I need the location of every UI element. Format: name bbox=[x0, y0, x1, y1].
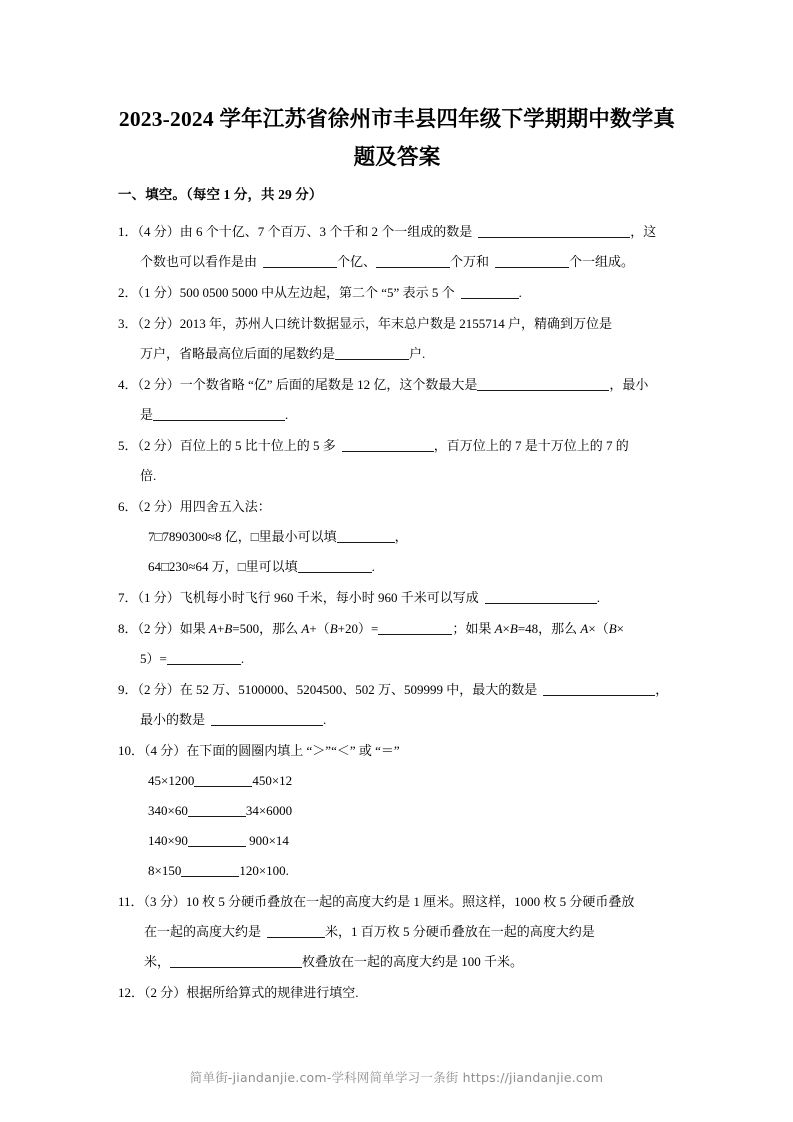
question-10-sub-1-pre: 45×1200 bbox=[148, 773, 195, 788]
question-5-blank-1[interactable] bbox=[342, 437, 434, 452]
question-10-sub-2 bbox=[118, 796, 680, 826]
question-10: 10．（4 分）在下面的圆圈内填上 “＞”“＜” 或 “＝” 45×1200 450×12 340×60 34×6000 140×90 900×14 8×150 120×100. bbox=[118, 736, 680, 886]
question-8-var-a4: A bbox=[580, 621, 589, 636]
question-9-text-c: 最小的数是 bbox=[140, 712, 206, 727]
question-11-text-a: 10 枚 5 分硬币叠放在一起的高度大约是 1 厘米。照这样，1000 枚 5 分硬币叠放 bbox=[185, 894, 635, 909]
question-7-text-a: 飞机每小时飞行 960 千米，每小时 960 千米可以写成 bbox=[179, 590, 479, 605]
question-11-text-b: 在一起的高度大约是 bbox=[144, 924, 262, 939]
question-10-sub-2-post: 34×6000 bbox=[245, 803, 293, 818]
question-9-blank-1[interactable] bbox=[543, 681, 655, 696]
question-8-number: 8 bbox=[118, 621, 125, 636]
page-title: 2023-2024 学年江苏省徐州市丰县四年级下学期期中数学真题及答案 bbox=[118, 107, 676, 169]
question-9: 9．（2 分）在 52 万、5100000、5204500、502 万、509999 中，最大的数是 ， 最小的数是 . bbox=[118, 682, 669, 727]
question-9-points: （2 分） bbox=[137, 682, 180, 697]
question-11-blank-1[interactable] bbox=[267, 923, 325, 938]
question-4-number: 4 bbox=[118, 377, 125, 392]
exam-content bbox=[118, 185, 680, 1009]
question-10-blank-2[interactable] bbox=[188, 802, 246, 817]
question-8-text-h: ×（ bbox=[588, 621, 609, 636]
question-1-blank-3[interactable] bbox=[376, 253, 450, 268]
question-4-blank-2[interactable] bbox=[153, 406, 285, 421]
question-8-var-b1: B bbox=[224, 621, 233, 636]
question-11-number: 11 bbox=[118, 894, 131, 909]
question-8-text-e: ；如果 bbox=[452, 621, 495, 636]
question-12: 12．（2 分）根据所给算式的规律进行填空. bbox=[118, 985, 359, 1000]
question-10-sub-4-post: 120×100. bbox=[239, 863, 289, 878]
question-11-text-e: 枚叠放在一起的高度大约是 100 千米。 bbox=[302, 954, 524, 969]
question-7-number: 7 bbox=[118, 590, 125, 605]
question-8-text-j: 5）= bbox=[140, 651, 167, 666]
question-3-blank-1[interactable] bbox=[335, 345, 409, 360]
question-3-text-c: 户. bbox=[409, 346, 426, 361]
question-10-sub-3-post: 900×14 bbox=[245, 833, 289, 848]
question-4-points: （2 分） bbox=[137, 377, 180, 392]
question-8-text-i: × bbox=[616, 621, 625, 636]
question-6-sub-1-pre: 7□7890300≈8 亿，□里最小可以填 bbox=[148, 529, 337, 544]
question-8-text-a: 如果 bbox=[179, 621, 210, 636]
question-10-sub-4-pre: 8×150 bbox=[148, 863, 182, 878]
question-1-text-c: 个数也可以看作是由 bbox=[140, 254, 258, 269]
question-8-var-b3: B bbox=[509, 621, 518, 636]
question-3-number: 3 bbox=[118, 316, 125, 331]
question-2-points: （1 分） bbox=[137, 285, 180, 300]
question-11-text-c: 米，1 百万枚 5 分硬币叠放在一起的高度大约是 bbox=[325, 924, 595, 939]
question-1-blank-2[interactable] bbox=[263, 253, 337, 268]
question-7: 7．（1 分）飞机每小时飞行 960 千米，每小时 960 千米可以写成 . bbox=[118, 590, 601, 605]
question-8-text-f: × bbox=[502, 621, 510, 636]
question-10-blank-4[interactable] bbox=[181, 862, 239, 877]
footer-watermark: 简单街-jiandanjie.com-学科网简单学习一条街 https://jiandanjie.com bbox=[189, 1070, 604, 1085]
question-11-blank-2[interactable] bbox=[170, 953, 302, 968]
question-10-sub-2-pre: 340×60 bbox=[148, 803, 188, 818]
question-8-blank-2[interactable] bbox=[167, 650, 241, 665]
question-7-text-b: . bbox=[596, 590, 601, 605]
question-10-sub-3-pre: 140×90 bbox=[148, 833, 188, 848]
question-4: 4．（2 分）一个数省略 “亿” 后面的尾数是 12 亿，这个数最大是 ，最小 是 . bbox=[118, 377, 649, 422]
question-1-text-d: 个亿、 bbox=[337, 254, 377, 269]
question-4-text-d: . bbox=[285, 407, 289, 422]
question-5-text-b: ，百万位上的 7 是十万位上的 7 的 bbox=[433, 438, 629, 453]
question-11-points: （3 分） bbox=[143, 894, 186, 909]
question-10-blank-3[interactable] bbox=[188, 832, 246, 847]
question-6-number: 6 bbox=[118, 499, 125, 514]
question-8: 8．（2 分）如果 A+B=500，那么 A+（B+20）= ；如果 A×B=48，那么 A×（B× 5）= . bbox=[118, 621, 625, 666]
question-9-text-a: 在 52 万、5100000、5204500、502 万、509999 中，最大的数是 bbox=[179, 682, 538, 697]
question-8-blank-1[interactable] bbox=[378, 620, 452, 635]
question-8-op-1: + bbox=[217, 621, 225, 636]
question-1-blank-4[interactable] bbox=[495, 253, 569, 268]
question-10-text-a: 在下面的圆圈内填上 “＞”“＜” 或 “＝” bbox=[186, 743, 400, 758]
question-11: 11．（3 分）10 枚 5 分硬币叠放在一起的高度大约是 1 厘米。照这样，1000 枚 5 分硬币叠放 在一起的高度大约是 米，1 百万枚 5 分硬币叠放在一起的高度大约是 米， 枚叠放在一起的高度大约是 100 千米。 bbox=[118, 894, 635, 969]
question-6-sub-1 bbox=[118, 522, 680, 552]
question-10-sub-4 bbox=[118, 856, 680, 886]
question-6: 6．（2 分）用四舍五入法： 7□7890300≈8 亿，□里最小可以填 ， 64□230≈64 万，□里可以填 . bbox=[118, 492, 680, 582]
question-5-text-a: 百位上的 5 比十位上的 5 多 bbox=[179, 438, 336, 453]
question-1-points: （4 分） bbox=[137, 224, 180, 239]
section-heading: 一、填空。（每空 1 分，共 29 分） bbox=[118, 187, 323, 202]
question-5-number: 5 bbox=[118, 438, 125, 453]
question-8-points: （2 分） bbox=[137, 621, 180, 636]
question-6-sub-2-pre: 64□230≈64 万，□里可以填 bbox=[148, 559, 298, 574]
question-10-number: 10 bbox=[118, 743, 131, 758]
question-1: 1．（4 分）由 6 个十亿、7 个百万、3 个千和 2 个一组成的数是 ，这 个数也可以看作是由 个亿、 个万和 个一组成。 bbox=[118, 224, 657, 269]
question-6-blank-1[interactable] bbox=[337, 528, 395, 543]
question-6-sub-2-post: . bbox=[371, 559, 375, 574]
question-6-sub-1-post: ， bbox=[394, 529, 408, 544]
question-10-sub-1-post: 450×12 bbox=[252, 773, 293, 788]
question-2-text-a: 500 0500 5000 中从左边起，第二个 “5” 表示 5 个 bbox=[179, 285, 455, 300]
question-1-text-f: 个一组成。 bbox=[569, 254, 635, 269]
question-4-text-c: 是 bbox=[140, 407, 154, 422]
question-1-text-e: 个万和 bbox=[450, 254, 490, 269]
question-5-text-c: 倍. bbox=[140, 468, 157, 483]
question-5: 5．（2 分）百位上的 5 比十位上的 5 多 ，百万位上的 7 是十万位上的 7 的 倍. bbox=[118, 438, 629, 483]
question-9-number: 9 bbox=[118, 682, 125, 697]
question-7-points: （1 分） bbox=[137, 590, 180, 605]
question-5-points: （2 分） bbox=[137, 438, 180, 453]
question-8-text-g: =48，那么 bbox=[517, 621, 581, 636]
question-8-var-a1: A bbox=[209, 621, 217, 636]
question-8-var-a2: A bbox=[301, 621, 310, 636]
question-8-var-a3: A bbox=[494, 621, 503, 636]
question-3-text-b: 万户，省略最高位后面的尾数约是 bbox=[140, 346, 336, 361]
question-2-blank-1[interactable] bbox=[461, 284, 519, 299]
question-10-points: （4 分） bbox=[144, 743, 187, 758]
question-1-blank-1[interactable] bbox=[478, 223, 630, 238]
question-8-var-b2: B bbox=[329, 621, 338, 636]
question-9-blank-2[interactable] bbox=[211, 711, 323, 726]
question-6-text-a: 用四舍五入法： bbox=[179, 499, 271, 514]
question-8-text-c: +（ bbox=[309, 621, 330, 636]
question-6-blank-2[interactable] bbox=[298, 558, 372, 573]
question-9-text-d: . bbox=[323, 712, 327, 727]
question-2-text-b: . bbox=[518, 285, 522, 300]
question-3-points: （2 分） bbox=[137, 316, 180, 331]
question-3: 3．（2 分）2013 年，苏州人口统计数据显示，年末总户数是 2155714 户，精确到万位是 万户，省略最高位后面的尾数约是 户. bbox=[118, 316, 613, 361]
question-12-points: （2 分） bbox=[144, 985, 187, 1000]
question-2: 2．（1 分）500 0500 5000 中从左边起，第二个 “5” 表示 5 个 . bbox=[118, 285, 522, 300]
question-12-number: 12 bbox=[118, 985, 131, 1000]
question-4-text-b: ，最小 bbox=[609, 377, 649, 392]
question-1-text-a: 由 6 个十亿、7 个百万、3 个千和 2 个一组成的数是 bbox=[179, 224, 473, 239]
question-1-text-b: ，这 bbox=[630, 224, 657, 239]
question-11-text-d: 米， bbox=[144, 954, 171, 969]
question-1-number: 1 bbox=[118, 224, 125, 239]
question-9-text-b: ， bbox=[655, 682, 669, 697]
question-4-blank-1[interactable] bbox=[477, 376, 609, 391]
question-2-number: 2 bbox=[118, 285, 125, 300]
question-6-points: （2 分） bbox=[137, 499, 180, 514]
question-10-sub-1 bbox=[118, 766, 680, 796]
question-4-text-a: 一个数省略 “亿” 后面的尾数是 12 亿，这个数最大是 bbox=[179, 377, 478, 392]
question-8-text-k: . bbox=[240, 651, 245, 666]
question-8-text-d: +20）= bbox=[337, 621, 379, 636]
question-7-blank-1[interactable] bbox=[485, 589, 597, 604]
question-8-var-b4: B bbox=[608, 621, 617, 636]
question-8-text-b: =500，那么 bbox=[232, 621, 302, 636]
question-3-text-a: 2013 年，苏州人口统计数据显示，年末总户数是 2155714 户，精确到万位是 bbox=[179, 316, 613, 331]
question-6-sub-2 bbox=[118, 552, 680, 582]
question-10-sub-3 bbox=[118, 826, 680, 856]
question-12-text-a: 根据所给算式的规律进行填空. bbox=[186, 985, 359, 1000]
question-10-blank-1[interactable] bbox=[194, 772, 252, 787]
